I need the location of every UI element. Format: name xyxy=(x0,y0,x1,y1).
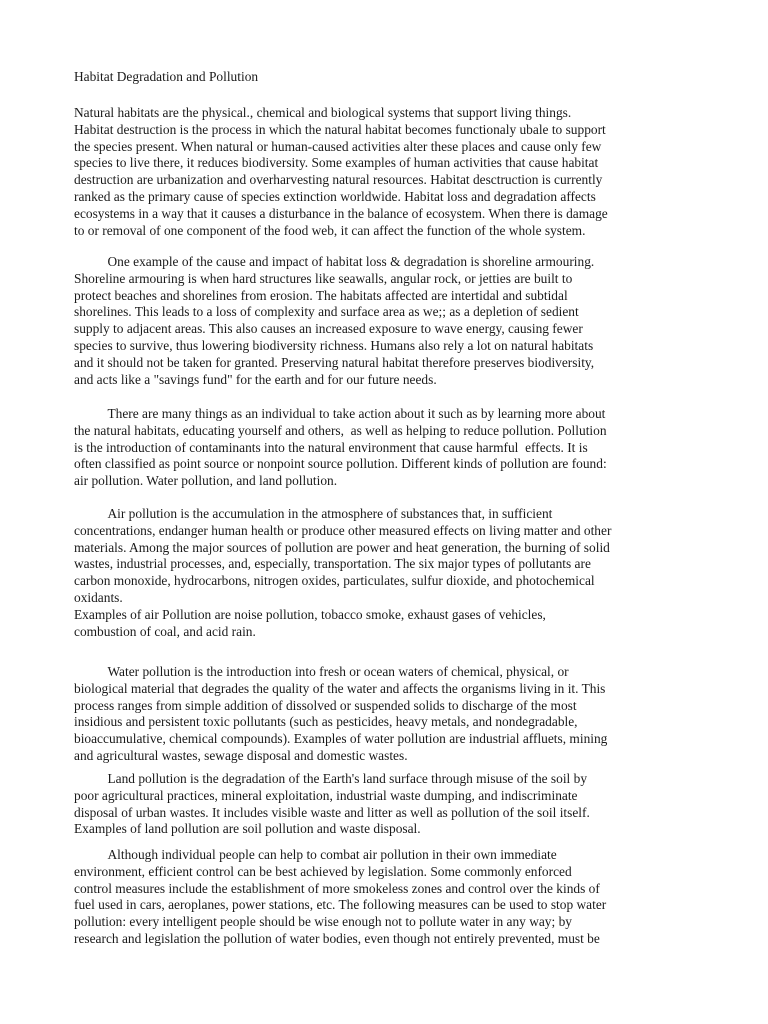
paragraph-shoreline: One example of the cause and impact of habitat loss & degradation is shoreline armouring. Shoreline armouring is when hard structures like seawalls, angular rock, or jetties are built to protect beaches and shorelines from erosion. The habitats affected are intertidal and subtidal shorelines. This leads to a loss of complexity and surface area as we;; as a depletion of sedient supply to adjacent areas. This also causes an increased exposure to wave energy, causing fewer species to survive, thus lowering biodiversity richness. Humans also rely a lot on natural habitats and it should not be taken for granted. Preserving natural habitat therefore preserves biodiversity, and acts like a "savings fund" for the earth and for our future needs. xyxy=(74,254,595,387)
paragraph-intro: Natural habitats are the physical., chemical and biological systems that support living things. Habitat destruction is the process in which the natural habitat becomes functionaly ubale to support the species present. When natural or human-caused activities alter these places and cause only few species to live there, it reduces biodiversity. Some examples of human activities that cause habitat destruction are urbanization and overharvesting natural resources. Habitat desctruction is currently ranked as the primary cause of species extinction worldwide. Habitat loss and degradation affects ecosystems in a way that it causes a disturbance in the balance of ecosystem. When there is damage to or removal of one component of the food web, it can affect the function of the whole system. xyxy=(74,105,608,238)
document-title: Habitat Degradation and Pollution xyxy=(74,69,259,84)
paragraph-water-pollution: Water pollution is the introduction into fresh or ocean waters of chemical, physical, or biological material that degrades the quality of the water and affects the organisms living in it. This process ranges from simple addition of dissolved or suspended solids to discharge of the most insidious and persistent toxic pollutants (such as pesticides, heavy metals, and nondegradable, bioaccumulative, chemical compounds). Examples of water pollution are industrial affluets, mining and agricultural wastes, sewage disposal and domestic wastes. xyxy=(74,664,608,763)
paragraph-control-measures: Although individual people can help to combat air pollution in their own immediate environment, efficient control can be best achieved by legislation. Some commonly enforced control measures include the establishment of more smokeless zones and control over the kinds of fuel used in cars, aeroplanes, power stations, etc. The following measures can be used to stop water pollution: every intelligent people should be wise enough not to pollute water in any way; by research and legislation the pollution of water bodies, even though not entirely prevented, must be xyxy=(74,847,607,946)
paragraph-land-pollution: Land pollution is the degradation of the Earth's land surface through misuse of the soil by poor agricultural practices, mineral exploitation, industrial waste dumping, and indiscriminate disposal of urban wastes. It includes visible waste and litter as well as pollution of the soil itself. Examples of land pollution are soil pollution and waste disposal. xyxy=(74,771,590,837)
paragraph-air-pollution: Air pollution is the accumulation in the atmosphere of substances that, in sufficient concentrations, endanger human health or produce other measured effects on living matter and other materials. Among the major sources of pollution are power and heat generation, the burning of solid wastes, industrial processes, and, especially, transportation. The six major types of pollutants are carbon monoxide, hydrocarbons, nitrogen oxides, particulates, sulfur dioxide, and photochemical oxidants. Examples of air Pollution are noise pollution, tobacco smoke, exhaust gases of vehicles, combustion of coal, and acid rain. xyxy=(74,506,612,639)
paragraph-individual-action: There are many things as an individual to take action about it such as by learning more about the natural habitats, educating yourself and others, as well as helping to reduce pollution. Pollution is the introduction of contaminants into the natural environment that cause harmful effects. It is often classified as point source or nonpoint source pollution. Different kinds of pollution are found: air pollution. Water pollution, and land pollution. xyxy=(74,406,607,489)
